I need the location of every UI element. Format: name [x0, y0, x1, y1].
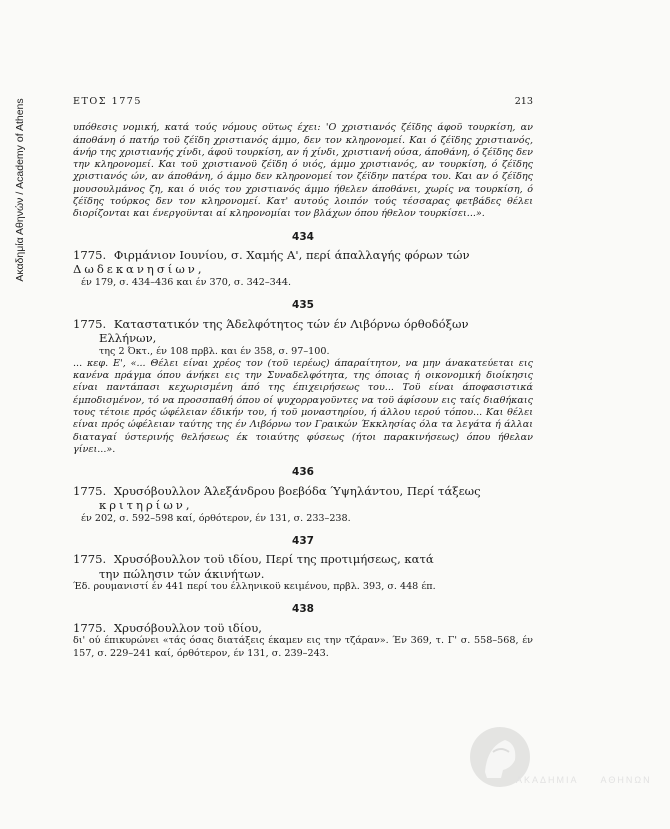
entry-number: 435 — [292, 299, 314, 312]
entry-number: 438 — [292, 603, 314, 616]
entry-title — [73, 248, 533, 277]
running-head-title: ΕΤΟΣ 1775 — [73, 96, 143, 107]
entry-reference: έν 202, σ. 592–598 καί, όρθότερον, έν 131, σ. 233–238. — [81, 512, 351, 524]
entry-title-a: Χρυσόβουλλον τοϋ ιδίου, — [113, 620, 262, 635]
entry-reference: έν 179, σ. 434–436 και έν 370, σ. 342–344. — [81, 276, 292, 288]
entry-reference: Έδ. ρουμανιστί έν 441 περί του έλληνικοϋ κειμένου, πρβλ. 393, σ. 448 έπ. — [73, 581, 436, 593]
entry — [73, 535, 533, 594]
entry-title-a: Χρυσόβουλλον Άλεξάνδρου βοεβόδα Ύψηλάντου, Περί τάξεως — [113, 483, 481, 498]
entry-title-a: Καταστατικόν της Άδελφότητος τών έν Λιβόρνω όρθοδόξων — [113, 316, 469, 331]
entry-number: 434 — [292, 230, 314, 243]
page — [73, 96, 533, 660]
entry-title-b: Δωδεκανησίων, — [73, 262, 205, 277]
entry-number: 437 — [292, 534, 314, 547]
entry-title-b: κριτηρίων, — [99, 498, 193, 513]
side-label — [10, 40, 30, 340]
entry-year: 1775. — [73, 483, 107, 498]
entry-number: 436 — [292, 466, 314, 479]
entry-quote: ... κεφ. Ε', «... Θέλει είναι χρέος τον (τοϋ ιερέως) άπαραίτητον, να μην άνακατεύεται εις κανένα πράγμα όπου άνήκει εις την Συναδελφότητα, της όποιας ή οικονομική διοίκησις είναι παντάπασι κεχωρισμένη άπό της έπιχειρήσεως του... Τοϋ είναι άποφασιστικά έμποδισμένον, τό να προσσπαθή όπου οί ψυχορραγοϋντες να τοϋ άφίσουν εις ταίς διαθήκαις τους τέτοιε πρός ώφέλειαν έδικήν του, ή τοϋ μοναστηρίου, ή άλλου ιερού τόπου... Και θέλει είναι πρός ώφέλειαν ταύτης της έν Λιβόρνω τον Γραικών Έκκλησίας όλα τα λεγάτα ή άλλαι διαταγαί ύστερινής θελήσεως έκ τοιαύτης φύσεως (ήτοι παρακινήσεως) όπου ήθελαν γίνει...». — [73, 357, 533, 455]
logo-left: ΑΚΑΔΗΜΙΑ — [516, 775, 579, 785]
entry-reference: της 2 Όκτ., έν 108 πρβλ. και έν 358, σ. 97–100. — [99, 345, 330, 357]
logo-right: ΑΘΗΝΩΝ — [600, 775, 652, 785]
entry-year: 1775. — [73, 316, 107, 331]
entry-title — [73, 484, 533, 499]
academy-logo-text — [516, 775, 670, 785]
entry-title-a: Χρυσόβουλλον τοϋ ιδίου, Περί της προτιμήσεως, κατά — [113, 552, 434, 567]
entry-reference: δι' ού έπικυρώνει «τάς όσας διατάξεις έκαμεν εις την τζάραν». Έν 369, τ. Γ' σ. 558–568, έν 157, σ. 229–241 καί, όρθότερον, έν 131, σ. 239–243. — [73, 635, 533, 659]
side-label-text: Ακαδημία Αθηνών / Academy of Athens — [14, 98, 26, 282]
entry-title — [73, 552, 533, 567]
entry-title — [73, 621, 533, 636]
page-number: 213 — [514, 96, 533, 107]
entry — [73, 299, 533, 456]
entry-year: 1775. — [73, 247, 107, 262]
entry — [73, 603, 533, 659]
entry — [73, 466, 533, 525]
entry-year: 1775. — [73, 620, 107, 635]
continuation-paragraph: υπόθεσις νομική, κατά τούς νόμους οϋτως έχει: 'Ο χριστιανός ζέϊδης άφοϋ τουρκίση, αν άποθάνη ό πατήρ τοϋ ζέϊδη χριστιανός άμμο, δεν τον κληρονομεί. Και ό ζέϊδης χριστιανός, άνήρ της χριστιανής χίνδι, άφοϋ τουρκίση, αν ή χίνδι, χριστιανή ούσα, άποθάνη, ό ζέϊδης δεν την κληρονομεί. Και τοϋ χριστιανοϋ ζέϊδη ό υιός, άμμο χριστιανός, αν τουρκίση, ό ζέϊδης χριστιανός ών, αν άποθάνη, ό άμμο δεν κληρονομεί τον ζέϊδην πατέρα του. Και αν ό ζέϊδης μουσουλμάνος ζη, και ό υιός του χριστιανός άμμο ήθελεν άποθάνει, χωρίς να τουρκίση, ό ζέϊδης τούρκος δεν τον κληρονομεί. Κατ' αυτούς λοιπόν τούς τέσσαρας φετβάδες θέλει διορίζονται και ένεργοϋνται αί κληρονομίαι τον βλάχων όπου ήθελον τουρκίσει...». — [73, 122, 533, 220]
entry-title-a: Φιρμάνιον Ιουνίου, σ. Χαμής Α', περί άπαλλαγής φόρων τών — [113, 247, 470, 262]
entry-year: 1775. — [73, 552, 107, 567]
running-head — [73, 96, 533, 108]
entry — [73, 231, 533, 290]
entry-title-b: Ελλήνων, — [99, 331, 157, 346]
entry-title-b: την πώλησιν τών άκινήτων. — [99, 566, 265, 581]
entry-title — [73, 317, 533, 332]
